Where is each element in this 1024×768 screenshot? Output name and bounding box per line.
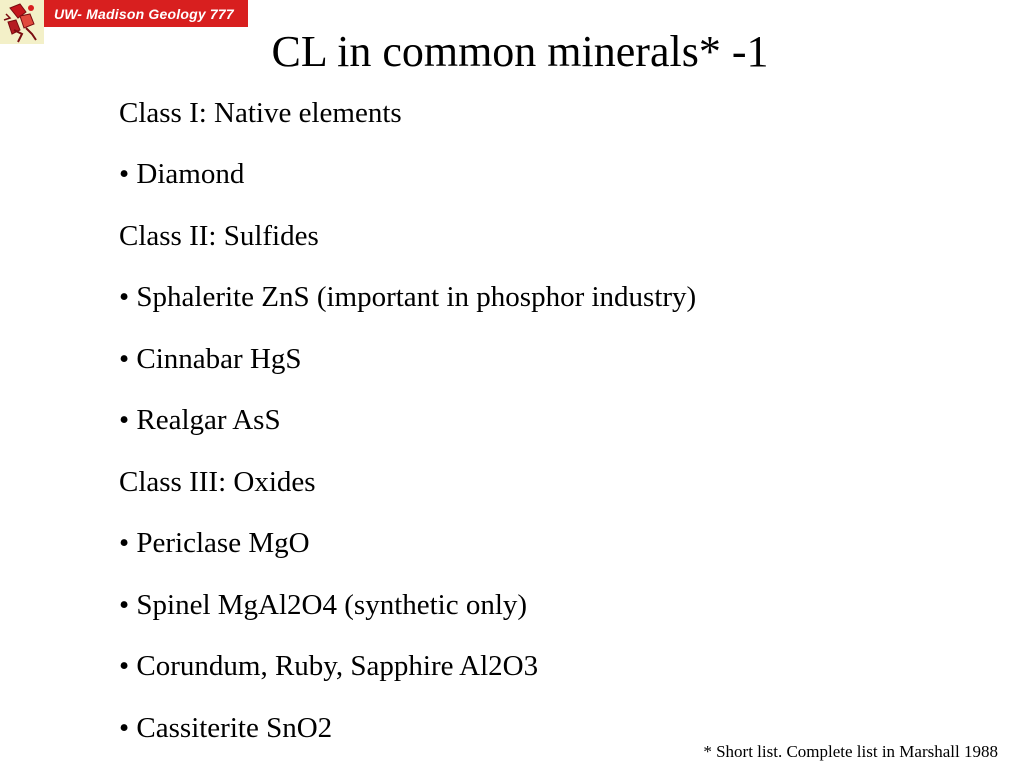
class-heading-oxides: Class III: Oxides	[119, 466, 316, 498]
bullet-item-corundum: • Corundum, Ruby, Sapphire Al2O3	[119, 650, 539, 682]
class-heading-native-elements: Class I: Native elements	[119, 97, 402, 129]
bullet-item-sphalerite: • Sphalerite ZnS (important in phosphor industry)	[119, 281, 697, 313]
bullet-item-spinel: • Spinel MgAl2O4 (synthetic only)	[119, 589, 528, 621]
brand-label: UW- Madison Geology 777	[54, 5, 234, 22]
footnote: * Short list. Complete list in Marshall 1988	[703, 742, 998, 761]
class-heading-sulfides: Class II: Sulfides	[119, 220, 319, 252]
bullet-item-diamond: • Diamond	[119, 158, 245, 190]
brand-banner	[44, 0, 248, 27]
slide-title: CL in common minerals* -1	[271, 27, 769, 76]
bullet-item-cinnabar: • Cinnabar HgS	[119, 343, 302, 375]
bullet-item-periclase: • Periclase MgO	[119, 527, 310, 559]
bullet-item-realgar: • Realgar AsS	[119, 404, 281, 436]
bullet-item-cassiterite: • Cassiterite SnO2	[119, 712, 333, 744]
